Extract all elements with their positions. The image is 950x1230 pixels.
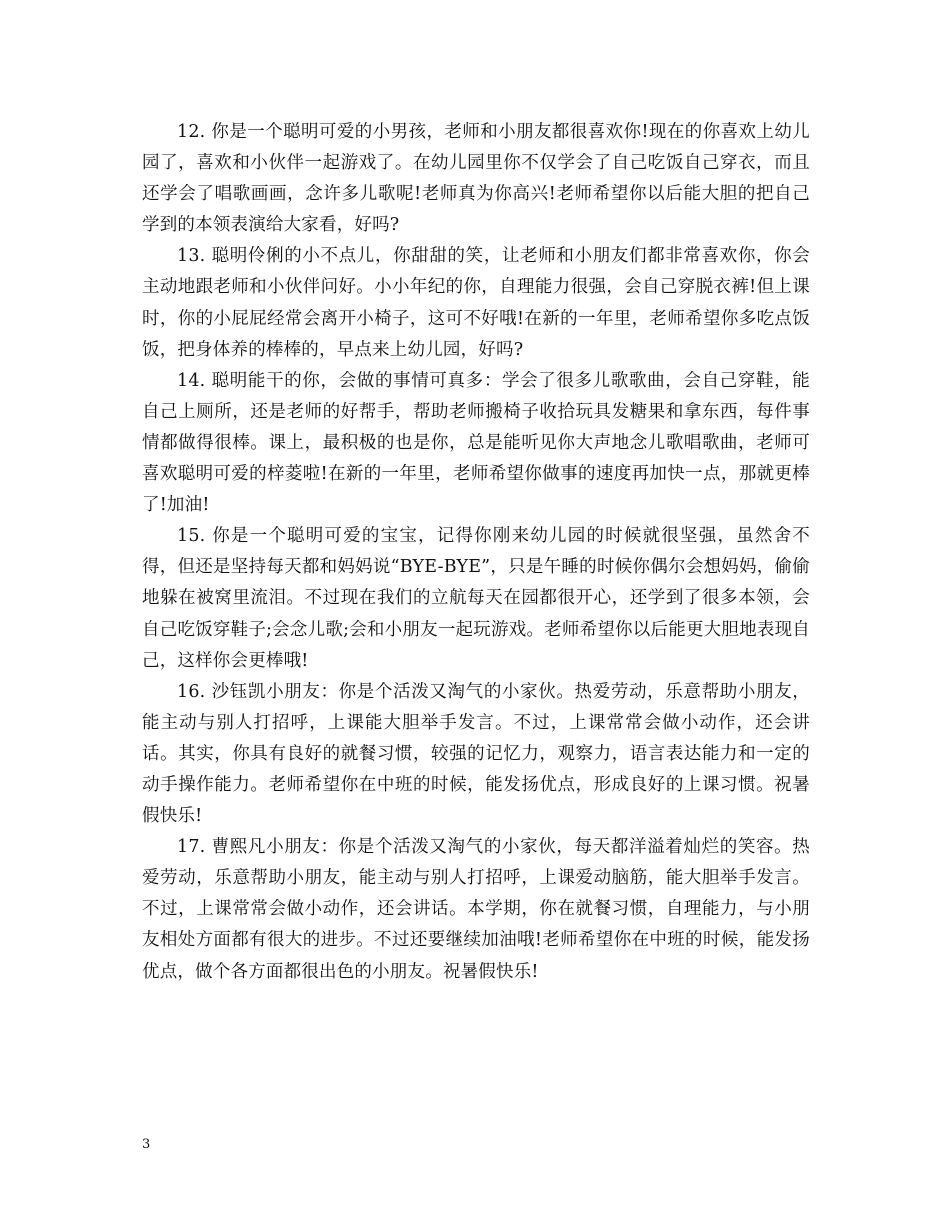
paragraph-17: 17. 曹熙凡小朋友：你是个活泼又淘气的小家伙，每天都洋溢着灿烂的笑容。热爱劳动，乐意帮助小朋友，能主动与别人打招呼，上课爱动脑筋，能大胆举手发言。不过，上课常常会做小动作，还会讲话。本学期，你在就餐习惯，自理能力，与小朋友相处方面都有很大的进步。不过还要继续加油哦!老师希望你在中班的时候，能发扬优点，做个各方面都很出色的小朋友。祝暑假快乐! xyxy=(142,837,810,982)
paragraph-16: 16. 沙钰凯小朋友：你是个活泼又淘气的小家伙。热爱劳动，乐意帮助小朋友，能主动与别人打招呼，上课能大胆举手发言。不过，上课常常会做小动作，还会讲话。其实，你具有良好的就餐习惯，较强的记忆力，观察力，语言表达能力和一定的动手操作能力。老师希望你在中班的时候，能发扬优点，形成良好的上课习惯。祝暑假快乐! xyxy=(142,681,810,827)
paragraph-12: 12. 你是一个聪明可爱的小男孩，老师和小朋友都很喜欢你!现在的你喜欢上幼儿园了，喜欢和小伙伴一起游戏了。在幼儿园里你不仅学会了自己吃饭自己穿衣，而且还学会了唱歌画画，念许多儿歌呢!老师真为你高兴!老师希望你以后能大胆的把自己学到的本领表演给大家看，好吗? xyxy=(142,122,810,236)
paragraph-14: 14. 聪明能干的你，会做的事情可真多：学会了很多儿歌歌曲，会自己穿鞋，能自己上厕所，还是老师的好帮手，帮助老师搬椅子收拾玩具发糖果和拿东西，每件事情都做得很棒。课上，最积极的也是你，总是能听见你大声地念儿歌唱歌曲，老师可喜欢聪明可爱的梓菱啦!在新的一年里，老师希望你做事的速度再加快一点，那就更棒了!加油! xyxy=(142,370,810,516)
page-number: 3 xyxy=(142,1137,151,1152)
paragraph-15: 15. 你是一个聪明可爱的宝宝，记得你刚来幼儿园的时候就很坚强，虽然舍不得，但还是坚持每天都和妈妈说“BYE-BYE”，只是午睡的时候你偶尔会想妈妈，偷偷地躲在被窝里流泪。不过现在我们的立航每天在园都很开心，还学到了很多本领，会自己吃饭穿鞋子;会念儿歌;会和小朋友一起玩游戏。老师希望你以后能更大胆地表现自己，这样你会更棒哦! xyxy=(142,526,810,671)
paragraph-13: 13. 聪明伶俐的小不点儿，你甜甜的笑，让老师和小朋友们都非常喜欢你，你会主动地跟老师和小伙伴问好。小小年纪的你，自理能力很强，会自己穿脱衣裤!但上课时，你的小屁屁经常会离开小椅子，这可不好哦!在新的一年里，老师希望你多吃点饭饭，把身体养的棒棒的，早点来上幼儿园，好吗? xyxy=(142,246,810,360)
document-body xyxy=(142,117,810,988)
